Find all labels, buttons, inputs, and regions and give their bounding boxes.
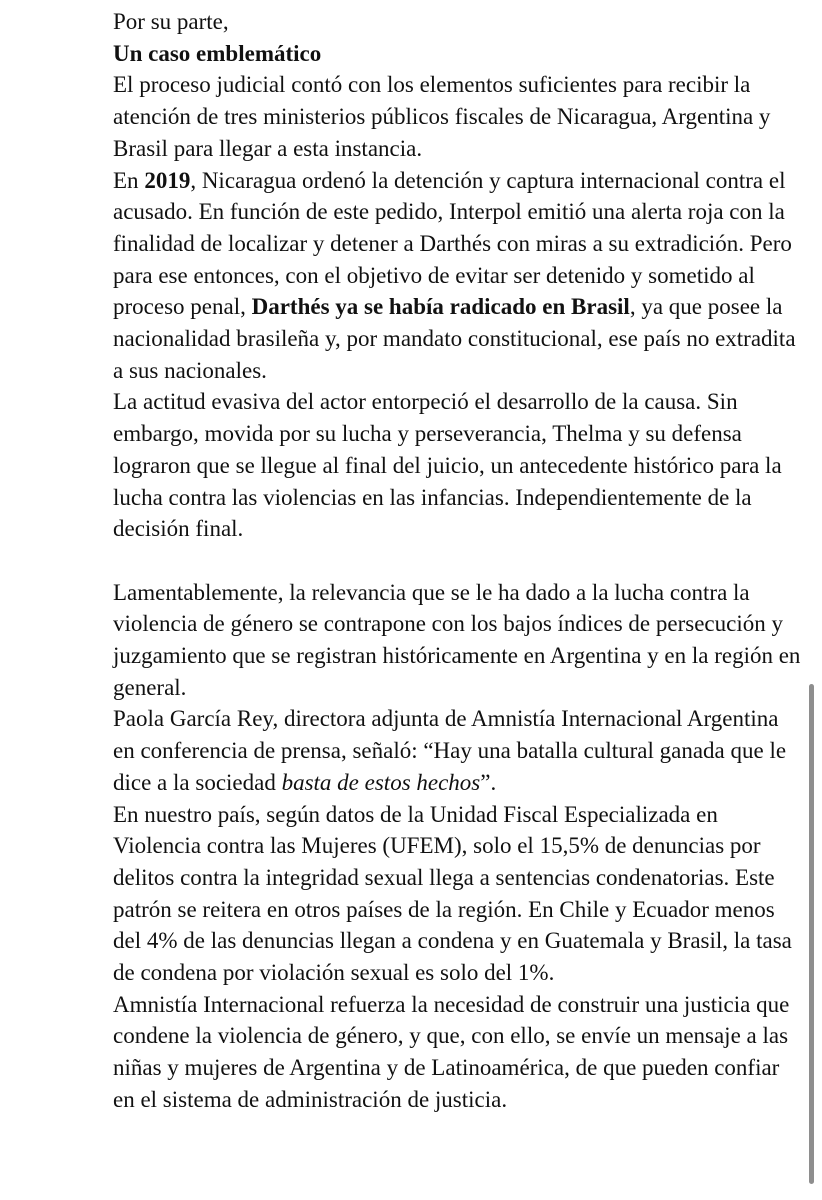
- paragraph-3: La actitud evasiva del actor entorpeció el desarrollo de la causa. Sin embargo, movida por su lucha y perseverancia, Thelma y su defensa lograron que se llegue al final del juicio, un antecedente histórico para la lucha contra las violencias en las infancias. Independientemente de la decisión final.: [113, 389, 782, 542]
- section-heading-text: Un caso emblemático: [113, 40, 322, 66]
- section-heading: [113, 38, 803, 70]
- scrollbar-thumb[interactable]: [809, 684, 814, 1184]
- paragraph-5-italic: basta de estos hechos: [281, 769, 481, 795]
- paragraph-6: En nuestro país, según datos de la Unidad Fiscal Especializada en Violencia contra las Mujeres (UFEM), solo el 15,5% de denuncias por delitos contra la integridad sexual llega a sentencias condenatorias. Este patrón se reitera en otros países de la región. En Chile y Ecuador menos del 4% de las denuncias llegan a condena y en Guatemala y Brasil, la tasa de condena por violación sexual es solo del 1%.: [113, 801, 792, 986]
- paragraph-5-part-b: ”.: [480, 769, 497, 795]
- paragraph-1: El proceso judicial contó con los elementos suficientes para recibir la atención de tres ministerios públicos fiscales de Nicaragua, Argentina y Brasil para llegar a esta instancia.: [113, 72, 771, 161]
- paragraph-5-part-a: Paola García Rey, directora adjunta de Amnistía Internacional Argentina en conferencia de prensa, señaló: “Hay una batalla cultural ganada que le dice a la sociedad: [113, 706, 787, 795]
- paragraph-2-bold: Darthés ya se había radicado en Brasil: [251, 294, 630, 320]
- paragraph-2-year: 2019: [144, 167, 191, 193]
- paragraph-gap: [113, 545, 803, 577]
- paragraph-7: Amnistía Internacional refuerza la necesidad de construir una justicia que condene la violencia de género, y que, con ello, se envíe un mensaje a las niñas y mujeres de Argentina y de Latinoamérica, de que pueden confiar en el sistema de administración de justicia.: [113, 991, 790, 1112]
- paragraph-2-part-b: , Nicaragua ordenó la detención y captura internacional contra el acusado. En función de este pedido, Interpol emitió una alerta roja con la finalidad de localizar y detener a Darthés con miras a su extradición. Pero para ese entonces, con el objetivo de evitar ser detenido y sometido al proceso penal,: [113, 167, 792, 320]
- intro-line: Por su parte,: [113, 9, 229, 34]
- paragraph-4: Lamentablemente, la relevancia que se le ha dado a la lucha contra la violencia de género se contrapone con los bajos índices de persecución y juzgamiento que se registran históricamente en Argentina y en la región en general.: [113, 579, 801, 700]
- article-body: [113, 6, 803, 1116]
- paragraph-2-part-c: , ya que posee la nacionalidad brasileña y, por mandato constitucional, ese país no extradita a sus nacionales.: [113, 294, 796, 383]
- paragraph-2-part-a: En: [113, 167, 145, 193]
- paragraph-5: [113, 703, 803, 798]
- paragraph-2: [113, 165, 803, 387]
